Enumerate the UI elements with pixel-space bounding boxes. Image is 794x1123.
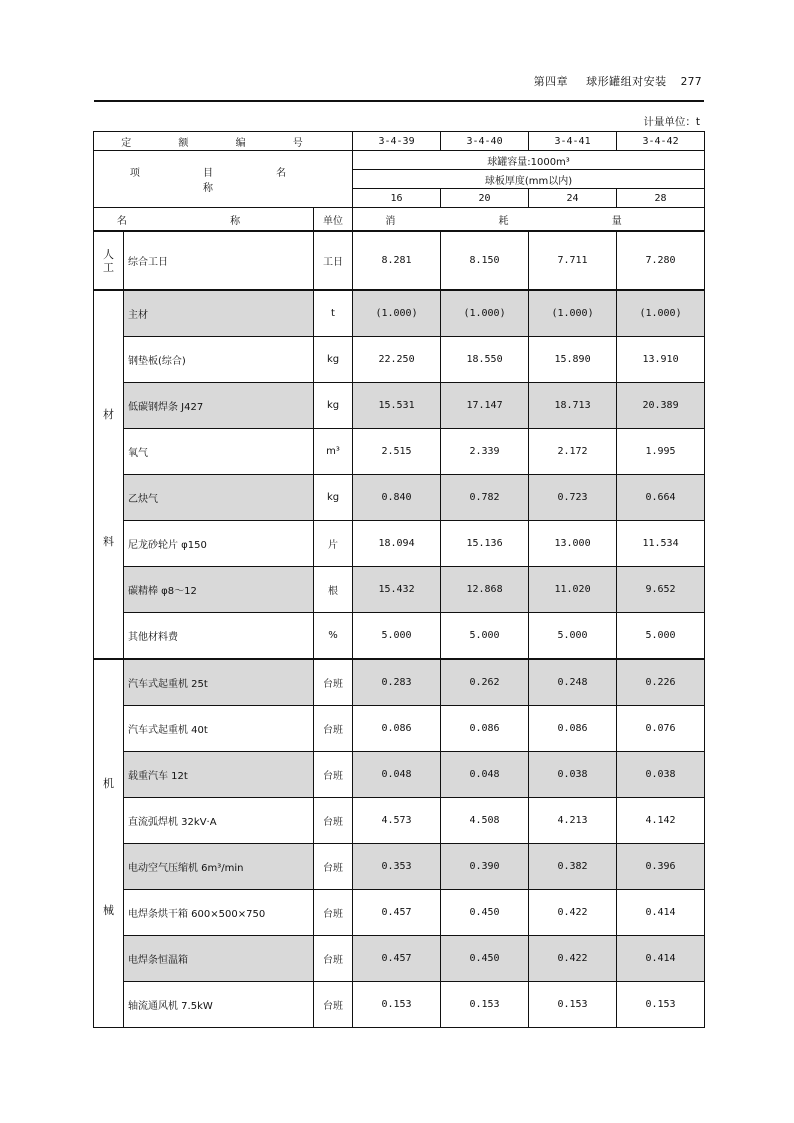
value-cell: 0.414 bbox=[617, 936, 705, 982]
header-rule bbox=[94, 100, 704, 102]
value-cell: 4.508 bbox=[441, 798, 529, 844]
value-cell: 22.250 bbox=[353, 337, 441, 383]
quota-no-cell: 3-4-39 bbox=[353, 132, 441, 151]
value-cell: 8.150 bbox=[441, 231, 529, 290]
category-label: 材 bbox=[103, 408, 114, 421]
value-cell: 0.457 bbox=[353, 936, 441, 982]
unit-column-header: 单位 bbox=[314, 208, 353, 232]
value-cell: 18.713 bbox=[529, 383, 617, 429]
thickness-cell: 16 bbox=[353, 189, 441, 208]
page-number: 277 bbox=[680, 75, 702, 88]
value-cell: 20.389 bbox=[617, 383, 705, 429]
value-cell: 0.382 bbox=[529, 844, 617, 890]
table-row bbox=[94, 890, 705, 936]
item-unit: kg bbox=[314, 337, 353, 383]
value-cell: 0.048 bbox=[441, 752, 529, 798]
table-row bbox=[94, 752, 705, 798]
value-cell: 5.000 bbox=[617, 613, 705, 660]
item-name: 其他材料费 bbox=[124, 613, 314, 660]
value-cell: 0.048 bbox=[353, 752, 441, 798]
value-cell: 0.038 bbox=[529, 752, 617, 798]
item-unit: 台班 bbox=[314, 706, 353, 752]
value-cell: 0.283 bbox=[353, 659, 441, 706]
value-cell: 1.995 bbox=[617, 429, 705, 475]
category-label: 料 bbox=[103, 535, 114, 548]
item-unit: 台班 bbox=[314, 844, 353, 890]
thickness-cell: 24 bbox=[529, 189, 617, 208]
quota-no-label: 定 额 编 号 bbox=[94, 132, 353, 151]
value-cell: 0.457 bbox=[353, 890, 441, 936]
value-cell: 13.910 bbox=[617, 337, 705, 383]
quota-no-cell: 3-4-42 bbox=[617, 132, 705, 151]
item-unit: 根 bbox=[314, 567, 353, 613]
value-cell: 0.353 bbox=[353, 844, 441, 890]
item-unit: 台班 bbox=[314, 659, 353, 706]
item-name: 碳精棒 φ8～12 bbox=[124, 567, 314, 613]
item-unit: 台班 bbox=[314, 890, 353, 936]
item-name: 汽车式起重机 40t bbox=[124, 706, 314, 752]
value-cell: 18.094 bbox=[353, 521, 441, 567]
value-cell: 0.422 bbox=[529, 936, 617, 982]
value-cell: 0.153 bbox=[529, 982, 617, 1028]
category-label: 机 bbox=[103, 777, 114, 790]
item-unit: kg bbox=[314, 383, 353, 429]
value-cell: 15.531 bbox=[353, 383, 441, 429]
value-cell: 13.000 bbox=[529, 521, 617, 567]
chapter-label: 第四章 bbox=[533, 75, 569, 88]
value-cell: 11.534 bbox=[617, 521, 705, 567]
table-row bbox=[94, 337, 705, 383]
table-row bbox=[94, 706, 705, 752]
value-cell: 5.000 bbox=[353, 613, 441, 660]
value-cell: 0.153 bbox=[353, 982, 441, 1028]
item-unit: 台班 bbox=[314, 752, 353, 798]
value-cell: 8.281 bbox=[353, 231, 441, 290]
table-row bbox=[94, 429, 705, 475]
item-name: 综合工日 bbox=[124, 231, 314, 290]
value-cell: 0.153 bbox=[617, 982, 705, 1028]
item-name: 主材 bbox=[124, 290, 314, 337]
value-cell: 7.711 bbox=[529, 231, 617, 290]
thickness-cell: 28 bbox=[617, 189, 705, 208]
table-row bbox=[94, 613, 705, 660]
item-name: 氧气 bbox=[124, 429, 314, 475]
value-cell: 0.153 bbox=[441, 982, 529, 1028]
item-unit: % bbox=[314, 613, 353, 660]
name-column-header: 名 称 bbox=[94, 208, 314, 232]
category-label: 械 bbox=[103, 904, 114, 917]
item-name: 乙炔气 bbox=[124, 475, 314, 521]
table-row bbox=[94, 659, 705, 706]
quota-table bbox=[93, 131, 705, 1028]
quota-no-cell: 3-4-41 bbox=[529, 132, 617, 151]
item-name: 电焊条恒温箱 bbox=[124, 936, 314, 982]
item-name: 汽车式起重机 25t bbox=[124, 659, 314, 706]
value-cell: 0.450 bbox=[441, 936, 529, 982]
value-cell: 0.086 bbox=[441, 706, 529, 752]
item-name: 载重汽车 12t bbox=[124, 752, 314, 798]
item-name-label: 项 目 名 称 bbox=[94, 151, 353, 208]
value-cell: 0.086 bbox=[353, 706, 441, 752]
value-cell: (1.000) bbox=[353, 290, 441, 337]
value-cell: 0.086 bbox=[529, 706, 617, 752]
item-name: 轴流通风机 7.5kW bbox=[124, 982, 314, 1028]
value-cell: 0.723 bbox=[529, 475, 617, 521]
value-cell: (1.000) bbox=[441, 290, 529, 337]
value-cell: 2.339 bbox=[441, 429, 529, 475]
value-cell: 15.432 bbox=[353, 567, 441, 613]
thickness-cell: 20 bbox=[441, 189, 529, 208]
item-unit: m³ bbox=[314, 429, 353, 475]
value-cell: 11.020 bbox=[529, 567, 617, 613]
table-row bbox=[94, 231, 705, 290]
value-cell: 5.000 bbox=[441, 613, 529, 660]
value-cell: 0.450 bbox=[441, 890, 529, 936]
unit-note: 计量单位：t bbox=[643, 116, 700, 128]
value-cell: 15.136 bbox=[441, 521, 529, 567]
item-name: 低碳钢焊条 J427 bbox=[124, 383, 314, 429]
item-name: 电焊条烘干箱 600×500×750 bbox=[124, 890, 314, 936]
value-cell: 7.280 bbox=[617, 231, 705, 290]
item-name: 钢垫板(综合) bbox=[124, 337, 314, 383]
value-cell: 0.390 bbox=[441, 844, 529, 890]
value-cell: 15.890 bbox=[529, 337, 617, 383]
value-cell: 0.664 bbox=[617, 475, 705, 521]
category-labor bbox=[94, 231, 124, 290]
value-cell: 9.652 bbox=[617, 567, 705, 613]
value-cell: 0.038 bbox=[617, 752, 705, 798]
table-row bbox=[94, 982, 705, 1028]
table-row bbox=[94, 936, 705, 982]
table-row bbox=[94, 290, 705, 337]
item-unit: 工日 bbox=[314, 231, 353, 290]
value-cell: 2.172 bbox=[529, 429, 617, 475]
page-header bbox=[94, 73, 702, 93]
item-unit: kg bbox=[314, 475, 353, 521]
table-row bbox=[94, 521, 705, 567]
value-cell: 0.396 bbox=[617, 844, 705, 890]
item-unit: t bbox=[314, 290, 353, 337]
section-title: 球形罐组对安装 bbox=[586, 75, 667, 88]
value-cell: 2.515 bbox=[353, 429, 441, 475]
value-cell: 0.414 bbox=[617, 890, 705, 936]
category-label: 人工 bbox=[103, 247, 114, 274]
value-cell: 17.147 bbox=[441, 383, 529, 429]
value-cell: 0.782 bbox=[441, 475, 529, 521]
value-cell: 4.573 bbox=[353, 798, 441, 844]
quota-no-cell: 3-4-40 bbox=[441, 132, 529, 151]
item-unit: 台班 bbox=[314, 936, 353, 982]
value-cell: 4.142 bbox=[617, 798, 705, 844]
item-unit: 片 bbox=[314, 521, 353, 567]
item-unit: 台班 bbox=[314, 982, 353, 1028]
value-cell: (1.000) bbox=[617, 290, 705, 337]
value-cell: (1.000) bbox=[529, 290, 617, 337]
value-cell: 0.226 bbox=[617, 659, 705, 706]
capacity-label: 球罐容量:1000m³ bbox=[353, 151, 705, 170]
category-material bbox=[94, 290, 124, 659]
item-name: 直流弧焊机 32kV·A bbox=[124, 798, 314, 844]
table-row bbox=[94, 475, 705, 521]
table-row bbox=[94, 567, 705, 613]
consumption-header: 消 耗 量 bbox=[353, 208, 705, 232]
value-cell: 12.868 bbox=[441, 567, 529, 613]
thickness-label: 球板厚度(mm以内) bbox=[353, 170, 705, 189]
table-row bbox=[94, 844, 705, 890]
value-cell: 18.550 bbox=[441, 337, 529, 383]
item-name: 尼龙砂轮片 φ150 bbox=[124, 521, 314, 567]
value-cell: 0.840 bbox=[353, 475, 441, 521]
table-row bbox=[94, 798, 705, 844]
item-name: 电动空气压缩机 6m³/min bbox=[124, 844, 314, 890]
value-cell: 4.213 bbox=[529, 798, 617, 844]
value-cell: 0.076 bbox=[617, 706, 705, 752]
category-machine bbox=[94, 659, 124, 1028]
value-cell: 0.262 bbox=[441, 659, 529, 706]
value-cell: 0.422 bbox=[529, 890, 617, 936]
item-unit: 台班 bbox=[314, 798, 353, 844]
value-cell: 0.248 bbox=[529, 659, 617, 706]
table-row bbox=[94, 383, 705, 429]
value-cell: 5.000 bbox=[529, 613, 617, 660]
